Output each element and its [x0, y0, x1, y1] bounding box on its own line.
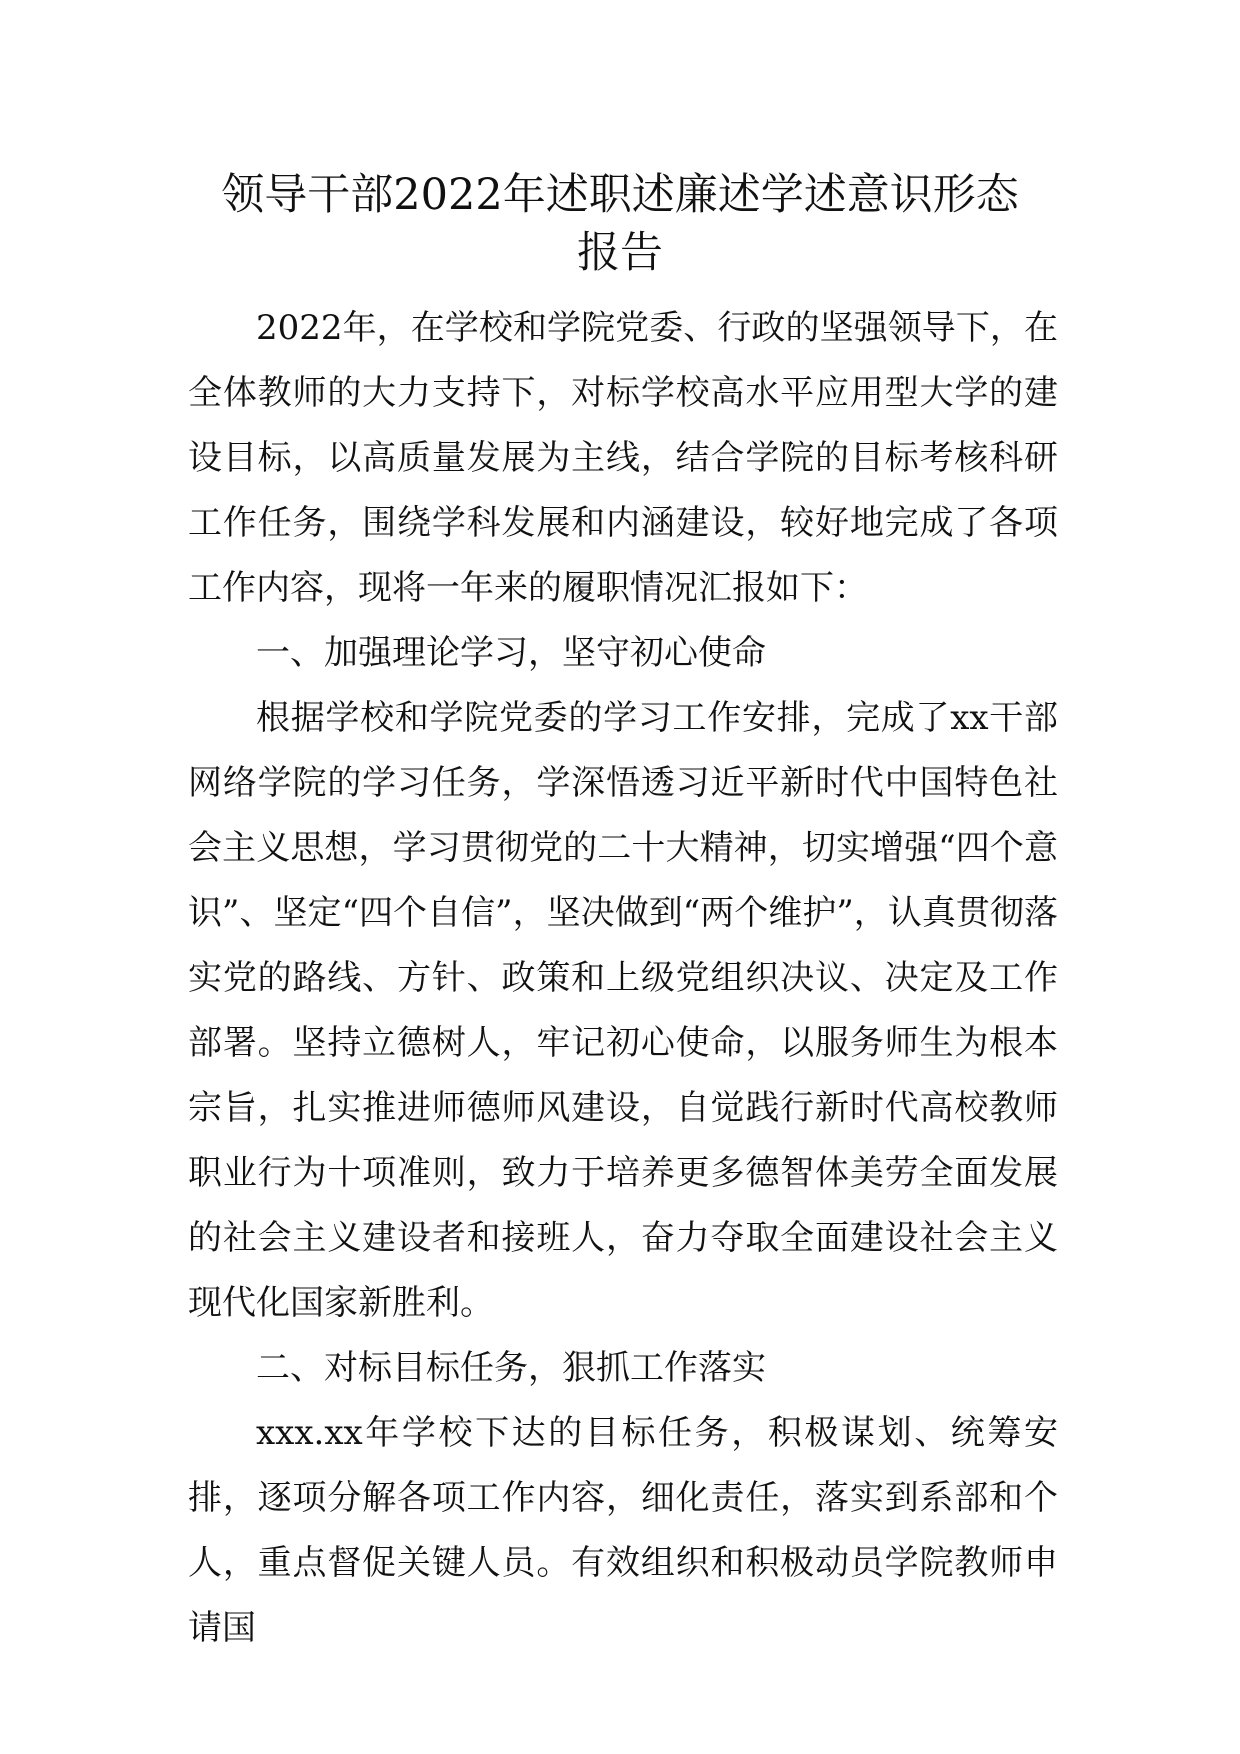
section-2-heading: 二、对标目标任务，狠抓工作落实 [256, 1348, 766, 1388]
title-line-2: 报告 [577, 228, 663, 278]
intro-paragraph: 2022年，在学校和学院党委、行政的坚强领导下，在全体教师的大力支持下，对标学校高水平应用型大学的建设目标，以高质量发展为主线，结合学院的目标考核科研工作任务，围绕学科发展和内涵建设，较好地完成了各项工作内容，现将一年来的履职情况汇报如下： [188, 308, 1058, 608]
section-1-paragraph: 根据学校和学院党委的学习工作安排，完成了xx干部网络学院的学习任务，学深悟透习近平新时代中国特色社会主义思想，学习贯彻党的二十大精神，切实增强“四个意识”、坚定“四个自信”，坚决做到“两个维护”，认真贯彻落实党的路线、方针、政策和上级党组织决议、决定及工作部署。坚持立德树人，牢记初心使命，以服务师生为根本宗旨，扎实推进师德师风建设，自觉践行新时代高校教师职业行为十项准则，致力于培养更多德智体美劳全面发展的社会主义建设者和接班人，奋力夺取全面建设社会主义现代化国家新胜利。 [188, 698, 1058, 1323]
document-title [140, 166, 1100, 282]
title-line-1: 领导干部2022年述职述廉述学述意识形态 [221, 170, 1019, 220]
section-2-paragraph: xxx.xx年学校下达的目标任务，积极谋划、统筹安排，逐项分解各项工作内容，细化责任，落实到系部和个人，重点督促关键人员。有效组织和积极动员学院教师申请国 [188, 1413, 1058, 1648]
document-body [188, 296, 1058, 1661]
section-1-heading: 一、加强理论学习，坚守初心使命 [256, 633, 766, 673]
